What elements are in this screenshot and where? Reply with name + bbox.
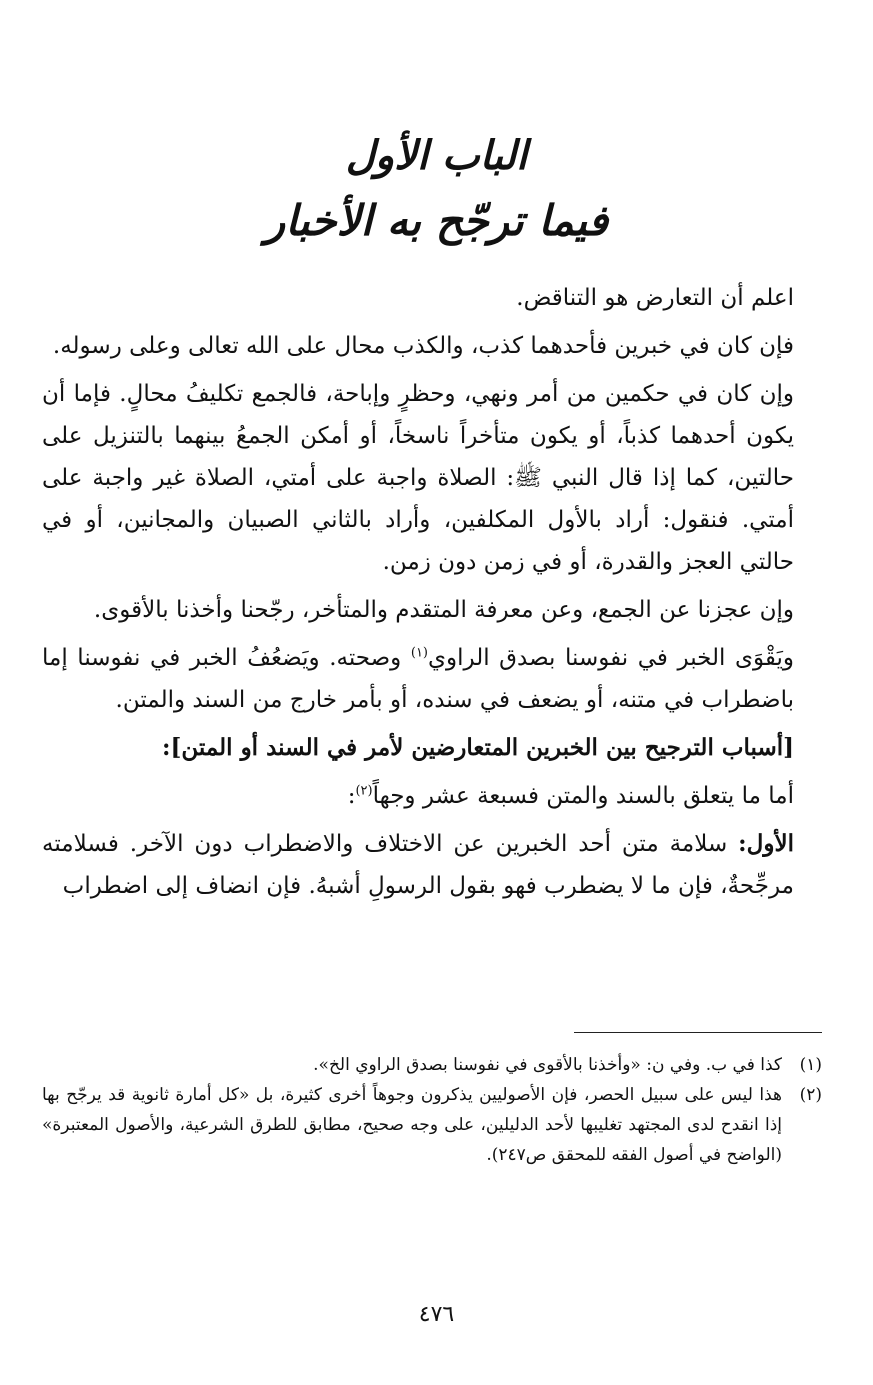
main-text xyxy=(42,277,822,913)
chapter-subtitle: فيما ترجّح به الأخبار xyxy=(264,196,609,245)
paragraph-5-text-a: ويَقْوَى الخبر في نفوسنا بصدق الراوي xyxy=(428,645,794,671)
paragraph-3: وإن كان في حكمين من أمر ونهي، وحظرٍ وإباحة، فالجمع تكليفُ محالٍ. فإما أن يكون أحدهما كذباً، أو يكون متأخراً ناسخاً، أو أمكن الجمعُ بينهما بالتنزيل على حالتين، كما إذا قال النبي ﷺ: الصلاة واجبة على أمتي، الصلاة غير واجبة على أمتي. فنقول: أراد بالأول المكلفين، وأراد بالثاني الصبيان والمجانين، أو في حالتي العجز والقدرة، أو في زمن دون زمن. xyxy=(42,381,794,575)
paragraph-1: اعلم أن التعارض هو التناقض. xyxy=(516,285,794,311)
footnote-divider xyxy=(574,1032,822,1033)
footnote-1-number: (١) xyxy=(799,1055,822,1075)
page-number: ٤٧٦ xyxy=(418,1302,455,1327)
paragraph-8 xyxy=(42,823,822,907)
chapter-title: الباب الأول xyxy=(345,132,528,179)
footnote-2-text: هذا ليس على سبيل الحصر، فإن الأصوليين يذكرون وجوهاً أخرى كثيرة، بل «كل أمارة ثانوية قد يرجّح بها إذا انقدح لدى المجتهد تغليبها لأحد الدليلين، على وجه صحيح، مطابق للطرق الشرعية، والأصول المعتبرة» (الواضح في أصول الفقه للمحقق ص٢٤٧). xyxy=(42,1085,782,1165)
footnote-1-text: كذا في ب. وفي ن: «وأخذنا بالأقوى في نفوسنا بصدق الراوي الخ». xyxy=(313,1055,782,1075)
paragraph-7-text-a: أما ما يتعلق بالسند والمتن فسبعة عشر وجهاً xyxy=(372,783,794,809)
paragraph-4: وإن عجزنا عن الجمع، وعن معرفة المتقدم والمتأخر، رجّحنا وأخذنا بالأقوى. xyxy=(93,597,794,623)
paragraph-7 xyxy=(42,775,822,817)
paragraph-8-text: سلامة متن أحد الخبرين عن الاختلاف والاضطراب دون الآخر. فسلامته مرجِّحةٌ، فإن ما لا يضطرب فهو بقول الرسولِ أشبهُ. فإن انضاف إلى اضطراب xyxy=(42,831,794,899)
footnotes xyxy=(42,1050,822,1170)
footnote-1 xyxy=(42,1050,822,1080)
paragraph-2: فإن كان في خبرين فأحدهما كذب، والكذب محال على الله تعالى وعلى رسوله. xyxy=(52,333,794,359)
section-heading: [أسباب الترجيح بين الخبرين المتعارضين لأمر في السند أو المتن]: xyxy=(162,734,794,761)
paragraph-8-lead: الأول: xyxy=(738,830,794,857)
paragraph-5-text-b: وصحته. ويَضعُفُ الخبر في نفوسنا إما باضطراب في متنه، أو يضعف في سنده، أو بأمر خارج من السند والمتن. xyxy=(42,645,794,713)
paragraph-5 xyxy=(42,637,822,721)
footnote-2 xyxy=(42,1080,822,1170)
footnote-ref-1[interactable]: (١) xyxy=(410,645,428,661)
footnote-ref-2[interactable]: (٢) xyxy=(355,783,373,799)
paragraph-7-text-b: : xyxy=(347,783,356,809)
footnote-2-number: (٢) xyxy=(799,1085,822,1105)
